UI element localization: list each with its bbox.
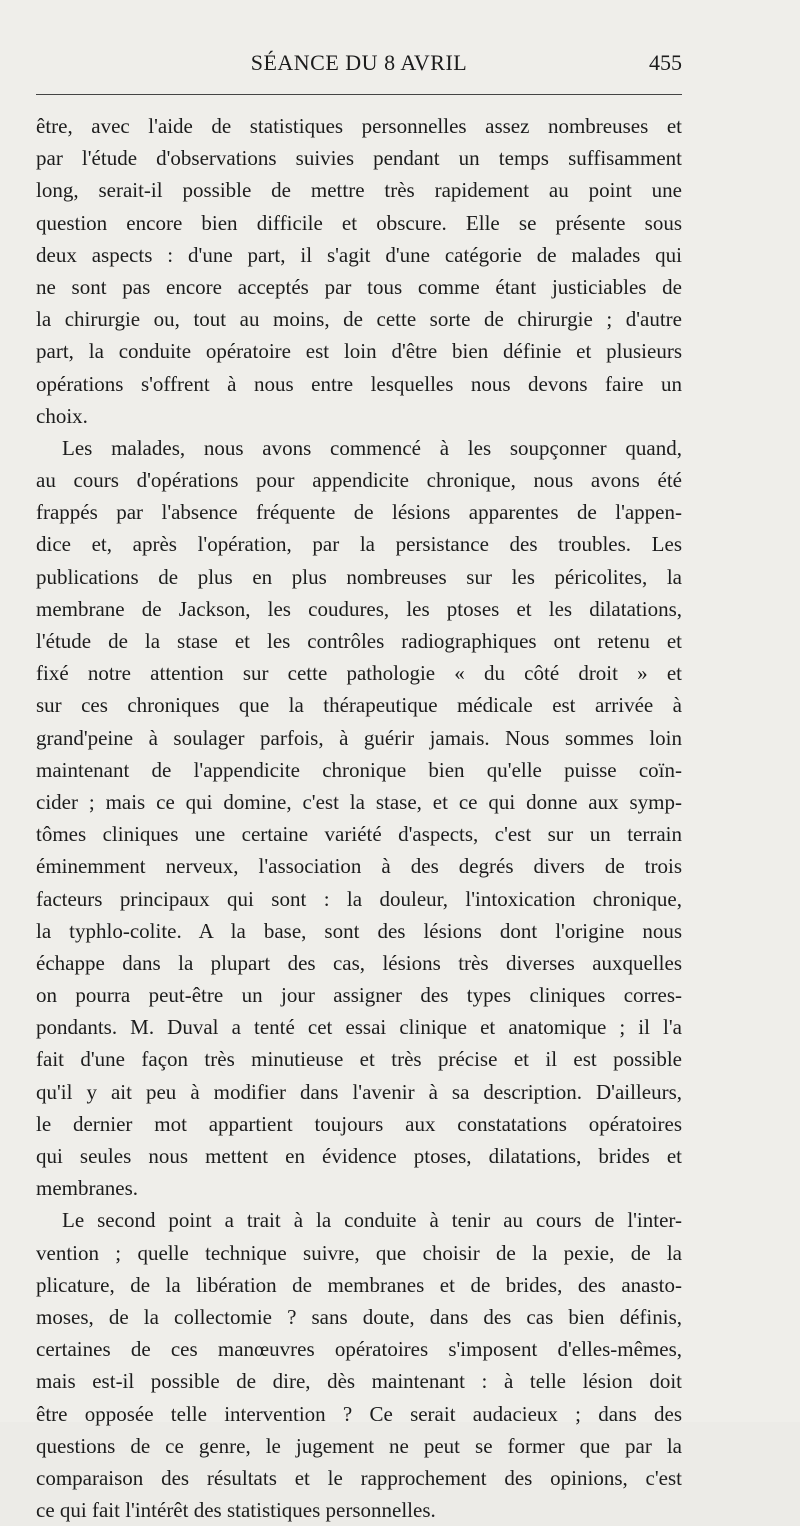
text-line: fait d'une façon très minutieuse et très précise et il est possible: [36, 1047, 682, 1072]
text-line: questions de ce genre, le jugement ne peut se former que par la: [36, 1433, 682, 1458]
text-line: moses, de la collectomie ? sans doute, dans des cas bien définis,: [36, 1304, 682, 1329]
text-line: grand'peine à soulager parfois, à guérir jamais. Nous sommes loin: [36, 725, 682, 750]
text-line: le dernier mot appartient toujours aux constatations opératoires: [36, 1111, 682, 1136]
body-text: [36, 110, 682, 1526]
text-line: qui seules nous mettent en évidence ptoses, dilatations, brides et: [36, 1144, 682, 1168]
text-line: frappés par l'absence fréquente de lésions apparentes de l'appen-: [36, 500, 682, 525]
text-line: certaines de ces manœuvres opératoires s'imposent d'elles-mêmes,: [36, 1337, 682, 1362]
text-line: échappe dans la plupart des cas, lésions très diverses auxquelles: [36, 950, 682, 975]
text-line: Les malades, nous avons commencé à les soupçonner quand,: [62, 435, 682, 460]
text-line: mais est-il possible de dire, dès maintenant : à telle lésion doit: [36, 1369, 682, 1394]
text-line: part, la conduite opératoire est loin d'être bien définie et plusieurs: [36, 339, 682, 364]
text-line: ce qui fait l'intérêt des statistiques personnelles.: [36, 1498, 436, 1523]
text-line: maintenant de l'appendicite chronique bien qu'elle puisse coïn-: [36, 757, 682, 782]
text-line: ne sont pas encore acceptés par tous comme étant justiciables de: [36, 274, 682, 299]
text-line: la chirurgie ou, tout au moins, de cette sorte de chirurgie ; d'autre: [36, 307, 682, 332]
text-line: choix.: [36, 403, 88, 428]
text-line: la typhlo-colite. A la base, sont des lésions dont l'origine nous: [36, 918, 682, 943]
text-line: question encore bien difficile et obscure. Elle se présente sous: [36, 210, 682, 235]
text-line: qu'il y ait peu à modifier dans l'avenir à sa description. D'ailleurs,: [36, 1079, 682, 1104]
running-title: SÉANCE DU 8 AVRIL: [250, 50, 468, 75]
text-line: on pourra peut-être un jour assigner des types cliniques corres-: [36, 983, 682, 1008]
text-line: être opposée telle intervention ? Ce serait audacieux ; dans des: [36, 1401, 682, 1426]
text-line: membranes.: [36, 1176, 139, 1201]
text-line: fixé notre attention sur cette pathologie « du côté droit » et: [36, 661, 682, 686]
text-line: membrane de Jackson, les coudures, les ptoses et les dilatations,: [36, 596, 682, 621]
text-line: pondants. M. Duval a tenté cet essai clinique et anatomique ; il l'a: [36, 1015, 682, 1040]
text-line: vention ; quelle technique suivre, que choisir de la pexie, de la: [36, 1240, 682, 1265]
text-line: deux aspects : d'une part, il s'agit d'une catégorie de malades qui: [36, 242, 682, 267]
text-line: dice et, après l'opération, par la persistance des troubles. Les: [36, 532, 682, 557]
text-line: tômes cliniques une certaine variété d'aspects, c'est sur un terrain: [36, 822, 682, 847]
page-number: 455: [649, 50, 682, 75]
text-line: opérations s'offrent à nous entre lesquelles nous devons faire un: [36, 371, 682, 396]
text-line: Le second point a trait à la conduite à tenir au cours de l'inter-: [62, 1208, 682, 1233]
text-line: cider ; mais ce qui domine, c'est la stase, et ce qui donne aux symp-: [36, 789, 682, 814]
text-line: sur ces chroniques que la thérapeutique médicale est arrivée à: [36, 693, 682, 718]
text-line: comparaison des résultats et le rapprochement des opinions, c'est: [36, 1465, 682, 1490]
text-line: être, avec l'aide de statistiques personnelles assez nombreuses et: [36, 114, 682, 138]
text-line: au cours d'opérations pour appendicite chronique, nous avons été: [36, 468, 682, 493]
header-rule: [36, 94, 682, 95]
text-line: par l'étude d'observations suivies pendant un temps suffisamment: [36, 146, 682, 171]
text-line: éminemment nerveux, l'association à des degrés divers de trois: [36, 854, 682, 879]
text-line: facteurs principaux qui sont : la douleur, l'intoxication chronique,: [36, 886, 682, 911]
text-line: publications de plus en plus nombreuses sur les péricolites, la: [36, 564, 682, 589]
page-header: [36, 50, 682, 86]
text-line: l'étude de la stase et les contrôles radiographiques ont retenu et: [36, 629, 682, 653]
text-line: long, serait-il possible de mettre très rapidement au point une: [36, 178, 682, 203]
text-line: plicature, de la libération de membranes et de brides, des anasto-: [36, 1272, 682, 1297]
